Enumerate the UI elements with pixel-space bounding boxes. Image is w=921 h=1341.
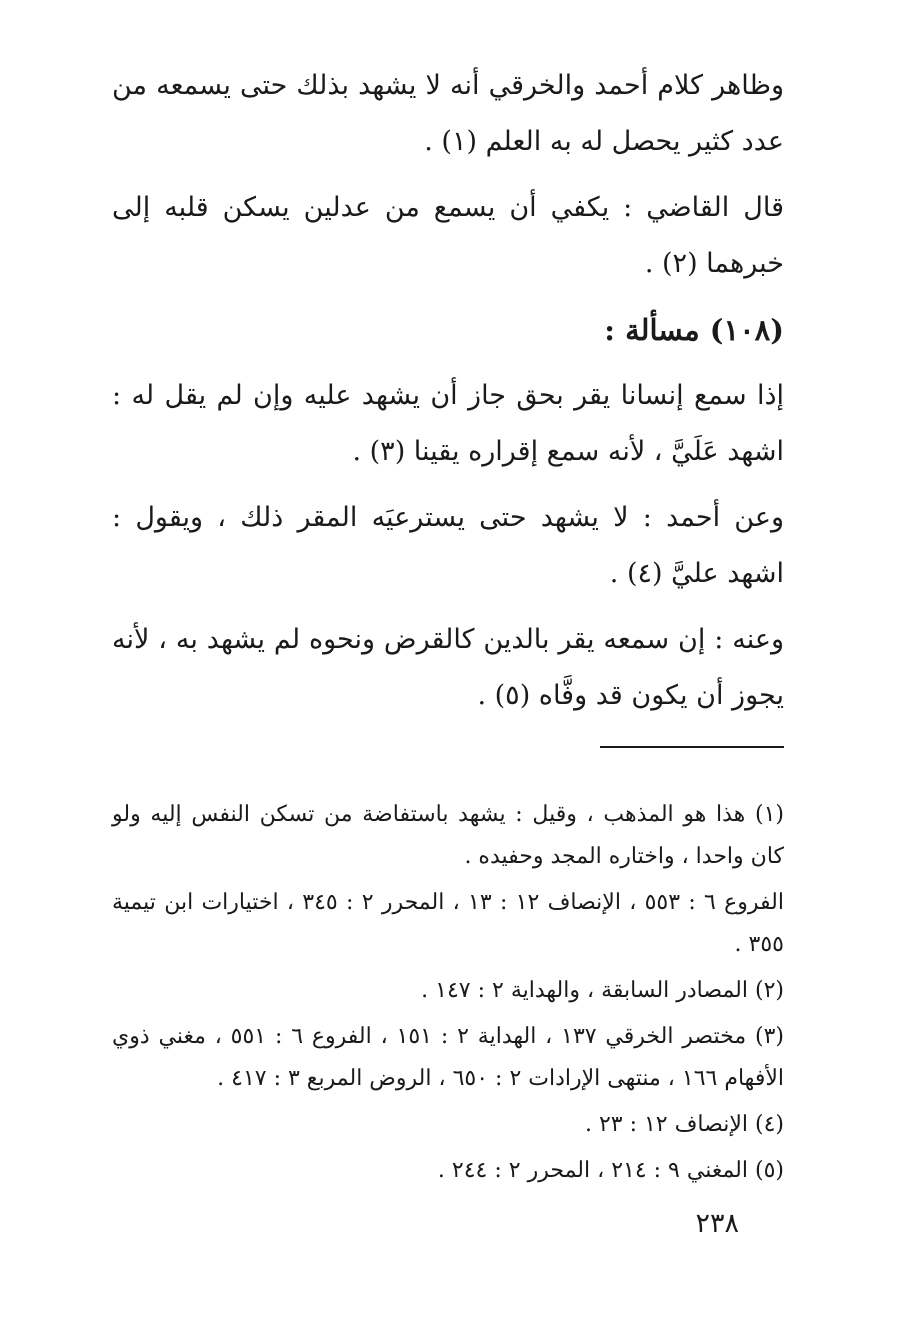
paragraph-3: إذا سمع إنسانا يقر بحق جاز أن يشهد عليه وإن لم يقل له : اشهد عَلَيَّ ، لأنه سمع إقراره يقينا (٣) . bbox=[112, 380, 784, 467]
page-number: ٢٣٨ bbox=[695, 1208, 739, 1239]
footnote-1: (١) هذا هو المذهب ، وقيل : يشهد باستفاضة من تسكن النفس إليه ولو كان واحدا ، واختاره المجد وحفيده . bbox=[112, 802, 784, 869]
paragraph-1: وظاهر كلام أحمد والخرقي أنه لا يشهد بذلك حتى يسمعه من عدد كثير يحصل له به العلم (١) . bbox=[112, 70, 784, 157]
footnote-2: (٢) المصادر السابقة ، والهداية ٢ : ١٤٧ . bbox=[421, 978, 784, 1003]
footnote-5: (٥) المغني ٩ : ٢١٤ ، المحرر ٢ : ٢٤٤ . bbox=[437, 1158, 784, 1183]
footnote-1-sources: الفروع ٦ : ٥٥٣ ، الإنصاف ١٢ : ١٣ ، المحرر ٢ : ٣٤٥ ، اختيارات ابن تيمية ٣٥٥ . bbox=[112, 890, 784, 957]
footnote-divider bbox=[600, 746, 784, 748]
footnotes bbox=[112, 794, 784, 1196]
paragraph-2: قال القاضي : يكفي أن يسمع من عدلين يسكن قلبه إلى خبرهما (٢) . bbox=[112, 192, 784, 279]
main-text bbox=[112, 58, 784, 734]
paragraph-5: وعنه : إن سمعه يقر بالدين كالقرض ونحوه لم يشهد به ، لأنه يجوز أن يكون قد وفَّاه (٥) . bbox=[112, 624, 784, 711]
paragraph-4: وعن أحمد : لا يشهد حتى يسترعيَه المقر ذلك ، ويقول : اشهد عليَّ (٤) . bbox=[112, 502, 784, 589]
issue-heading: (١٠٨) مسألة : bbox=[604, 313, 784, 347]
footnote-4: (٤) الإنصاف ١٢ : ٢٣ . bbox=[584, 1112, 784, 1137]
footnote-3: (٣) مختصر الخرقي ١٣٧ ، الهداية ٢ : ١٥١ ، الفروع ٦ : ٥٥١ ، مغني ذوي الأفهام ١٦٦ ، منتهى الإرادات ٢ : ٦٥٠ ، الروض المربع ٣ : ٤١٧ . bbox=[112, 1024, 784, 1091]
